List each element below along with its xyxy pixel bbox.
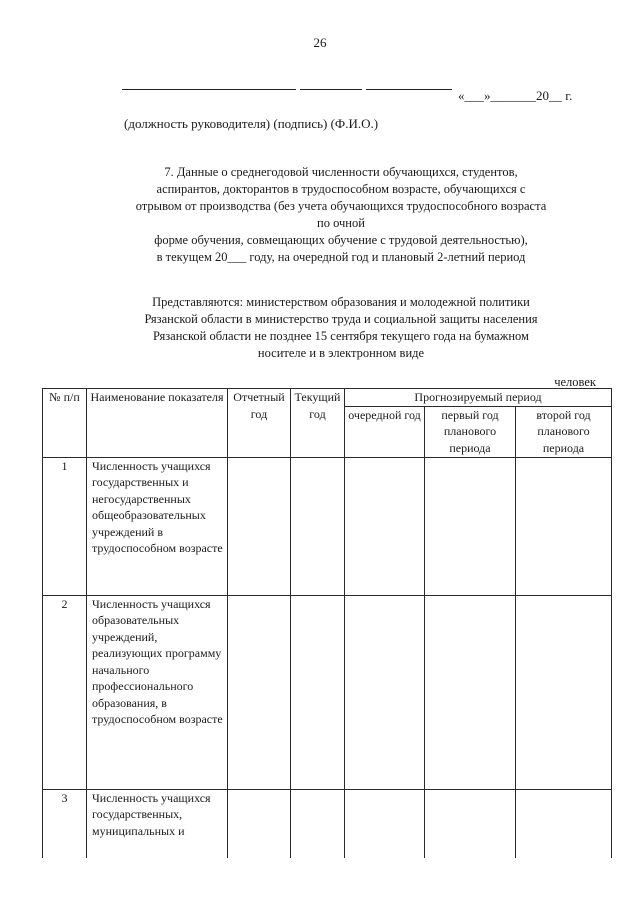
note-line: носителе и в электронном виде [257, 346, 425, 360]
plan-year2-cell[interactable] [516, 595, 612, 789]
report-year-cell[interactable] [228, 789, 291, 858]
header-plan-year2: второй год планового периода [516, 406, 612, 457]
signature-date: «___»_______20__ г. [458, 88, 573, 103]
header-next-year: очередной год [345, 406, 425, 457]
table-row [43, 789, 612, 858]
current-year-cell[interactable] [291, 457, 345, 595]
title-line: форме обучения, совмещающих обучение с трудовой деятельностью), [154, 233, 528, 247]
header-forecast: Прогнозируемый период [345, 389, 612, 407]
row-indicator-name: Численность учащихся государственных и негосударственных общеобразовательных учреждений в трудоспособном возрасте [87, 457, 228, 595]
title-line: 7. Данные о среднегодовой численности обучающихся, студентов, [164, 165, 518, 179]
header-row [43, 389, 612, 407]
plan-year2-cell[interactable] [516, 789, 612, 858]
plan-year1-cell[interactable] [425, 789, 516, 858]
row-number: 3 [43, 789, 87, 858]
header-current-year: Текущий год [291, 389, 345, 458]
title-line: аспирантов, докторантов в трудоспособном возрасте, обучающихся с [156, 182, 526, 196]
header-name: Наименование показателя [87, 389, 228, 458]
next-year-cell[interactable] [345, 789, 425, 858]
note-line: Представляются: министерством образования и молодежной политики [152, 295, 530, 309]
table-row [43, 595, 612, 789]
row-indicator-name: Численность учащихся государственных, муниципальных и [87, 789, 228, 858]
title-line: в текущем 20___ году, на очередной год и плановый 2-летний период [156, 250, 526, 264]
row-number: 1 [43, 457, 87, 595]
report-year-cell[interactable] [228, 595, 291, 789]
plan-year1-cell[interactable] [425, 457, 516, 595]
data-table [42, 388, 612, 858]
next-year-cell[interactable] [345, 457, 425, 595]
next-year-cell[interactable] [345, 595, 425, 789]
note-line: Рязанской области в министерство труда и социальной защиты населения [144, 312, 538, 326]
unit-label: человек [554, 375, 596, 389]
current-year-cell[interactable] [291, 595, 345, 789]
header-plan-year1: первый год планового периода [425, 406, 516, 457]
plan-year2-cell[interactable] [516, 457, 612, 595]
row-number: 2 [43, 595, 87, 789]
table-row [43, 457, 612, 595]
row-indicator-name: Численность учащихся образовательных учреждений, реализующих программу начального профессионального образования, в трудоспособном возрасте [87, 595, 228, 789]
signature-labels: (должность руководителя) (подпись) (Ф.И.О.) [124, 116, 379, 131]
current-year-cell[interactable] [291, 789, 345, 858]
note-line: Рязанской области не позднее 15 сентября текущего года на бумажном [153, 329, 529, 343]
header-num: № п/п [43, 389, 87, 458]
title-line: отрывом от производства (без учета обучающихся трудоспособного возраста [135, 199, 547, 213]
header-report-year: Отчетный год [228, 389, 291, 458]
report-year-cell[interactable] [228, 457, 291, 595]
plan-year1-cell[interactable] [425, 595, 516, 789]
page-number: 26 [313, 35, 327, 50]
title-line: по очной [317, 216, 365, 230]
